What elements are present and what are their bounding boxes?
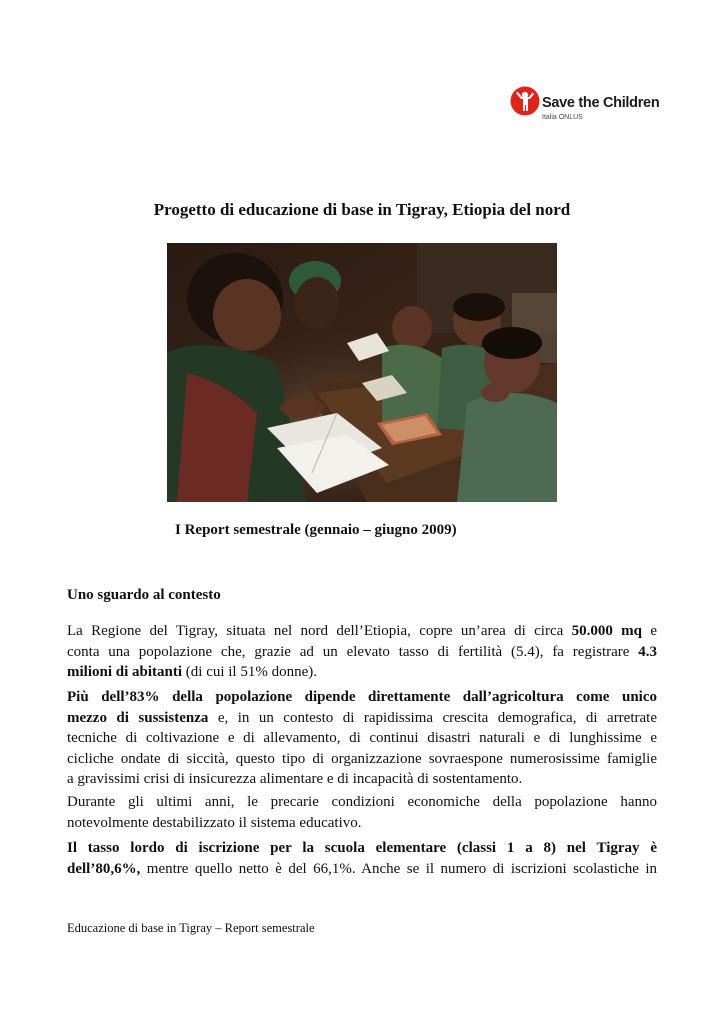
save-the-children-logo: [510, 86, 670, 126]
paragraph-line: notevolmente destabilizzato il sistema educativo.: [67, 814, 362, 831]
paragraph-line: La Regione del Tigray, situata nel nord dell’Etiopia, copre un’area di circa 50.000 mq e: [67, 623, 657, 639]
logo-figure-icon: [510, 86, 540, 116]
paragraph-2: [67, 687, 657, 790]
report-subtitle: I Report semestrale (gennaio – giugno 2009): [175, 522, 457, 538]
paragraph-line: mezzo di sussistenza e, in un contesto di rapidissima crescita demografica, di arretrate: [67, 709, 657, 726]
paragraph-line: conta una popolazione che, grazie ad un elevato tasso di fertilità (5.4), fa registrare 4.3: [67, 643, 657, 660]
children-reading-photo: [167, 243, 557, 502]
paragraph-line: Il tasso lordo di iscrizione per la scuola elementare (classi 1 a 8) nel Tigray è: [67, 840, 657, 856]
paragraph-line: Durante gli ultimi anni, le precarie condizioni economiche della popolazione hanno: [67, 794, 657, 810]
paragraph-3: [67, 792, 657, 833]
paragraph-line: Più dell’83% della popolazione dipende direttamente dall’agricoltura come unico: [67, 689, 657, 705]
paragraph-line: tecniche di coltivazione e di allevamento, di continui disastri naturali e di lunghissime e: [67, 730, 657, 746]
logo-subtitle: Italia ONLUS: [542, 114, 583, 121]
logo-name: Save the Children: [542, 95, 660, 111]
section-heading: Uno sguardo al contesto: [67, 587, 221, 603]
page-title: Progetto di educazione di base in Tigray, Etiopia del nord: [153, 200, 571, 219]
paragraph-4: [67, 838, 657, 879]
paragraph-line: cicliche ondate di siccità, questo tipo di organizzazione sovraespone numerosissime famiglie: [67, 750, 657, 767]
paragraph-line: dell’80,6%, mentre quello netto è del 66,1%. Anche se il numero di iscrizioni scolastiche in: [67, 860, 657, 877]
page-footer: Educazione di base in Tigray – Report semestrale: [67, 921, 315, 935]
paragraph-1: [67, 621, 657, 683]
paragraph-line: milioni di abitanti (di cui il 51% donne).: [67, 664, 318, 680]
paragraph-line: a gravissimi crisi di insicurezza alimentare e di incapacità di sostentamento.: [67, 771, 523, 787]
